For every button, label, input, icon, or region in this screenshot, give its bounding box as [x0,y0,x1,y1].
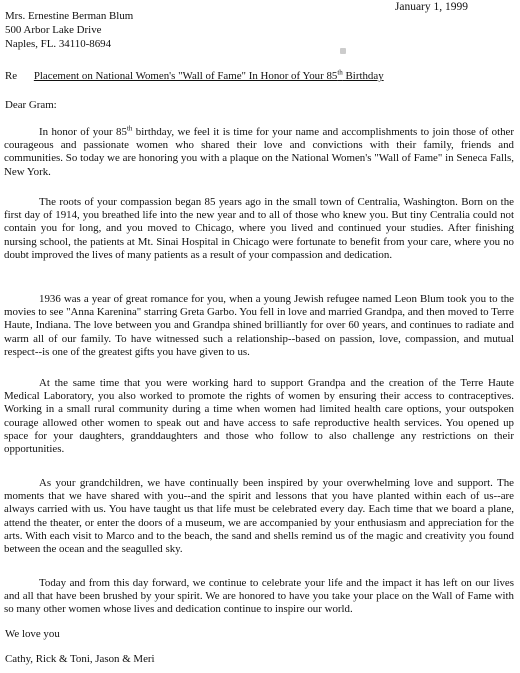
scan-smudge [340,48,346,54]
paragraph-1: In honor of your 85th birthday, we feel it is time for your name and accomplishments to join those of other courageous and passionate women who shared their love and convictions with their family, friends and communities. So today we are honoring you with a plaque on the National Women's "Wall of Fame" in Seneca Falls, New York. [4,124,514,178]
subject-text: Placement on National Women's "Wall of Fame" In Honor of Your 85th Birthday [33,68,384,82]
signature: Cathy, Rick & Toni, Jason & Meri [5,653,155,665]
recipient-name: Mrs. Ernestine Berman Blum [5,10,134,22]
paragraph-3: 1936 was a year of great romance for you, when a young Jewish refugee named Leon Blum took you to the movies to see "Anna Karenina" starring Greta Garbo. You fell in love and married Grandpa, and then moved to Terre Haute, Indiana. The love between you and Grandpa shined brilliantly for over 60 years, and continues to radiate and warm all of our family. To have witnessed such a relationship--based on passion, love, compassion, and mutual respect--is one of the greatest gifts you have given to us. [4,293,514,358]
paragraph-6: Today and from this day forward, we continue to celebrate your life and the impact it has left on our lives and all that have been brushed by your spirit. We are honored to have you take your place on the Wall of Fame with so many other women whose lives and dedication continue to inspire our world. [4,577,514,616]
paragraph-2: The roots of your compassion began 85 years ago in the small town of Centralia, Washington. Born on the first day of 1914, you breathed life into the new year and to all of those who knew you. But tiny Centralia could not contain you for long, and you moved to Chicago, where you lived and continued your studies. After finishing nursing school, the patients at Mt. Sinai Hospital in Chicago were fortunate to benefit from your care, where you no doubt improved the lives of many patients as a result of your compassion and dedication. [4,196,514,261]
recipient-street: 500 Arbor Lake Drive [5,24,102,36]
letter-date: January 1, 1999 [394,1,468,13]
recipient-city: Naples, FL. 34110-8694 [5,38,112,50]
subject-line [5,70,384,83]
recipient-address [5,9,133,51]
closing: We love you [5,628,60,640]
paragraph-4: At the same time that you were working hard to support Grandpa and the creation of the Terre Haute Medical Laboratory, you also worked to promote the rights of women by ensuring their access to contraceptives. Working in a small rural community during a time when women had limited health care options, your outspoken courage allowed other women to speak out and have access to safe reproductive health services. You opened up space for your daughters, granddaughters and those who follow to also challenge any restrictions on their opportunities. [4,377,514,456]
salutation: Dear Gram: [5,99,57,111]
paragraph-5: As your grandchildren, we have continually been inspired by your overwhelming love and support. The moments that we have shared with you--and the spirit and lessons that you have planted within each of us--are always carried with us. You have taught us that life must be celebrated every day. Each time that we board a plane, attend the theater, or enter the doors of a museum, we are accompanied by your enthusiasm and appreciation for the arts. With each visit to Marco and to the beach, the sand and shells remind us of the magic and creativity you found between the ocean and the seagulled sky. [4,477,514,556]
subject-prefix: Re [5,70,18,82]
